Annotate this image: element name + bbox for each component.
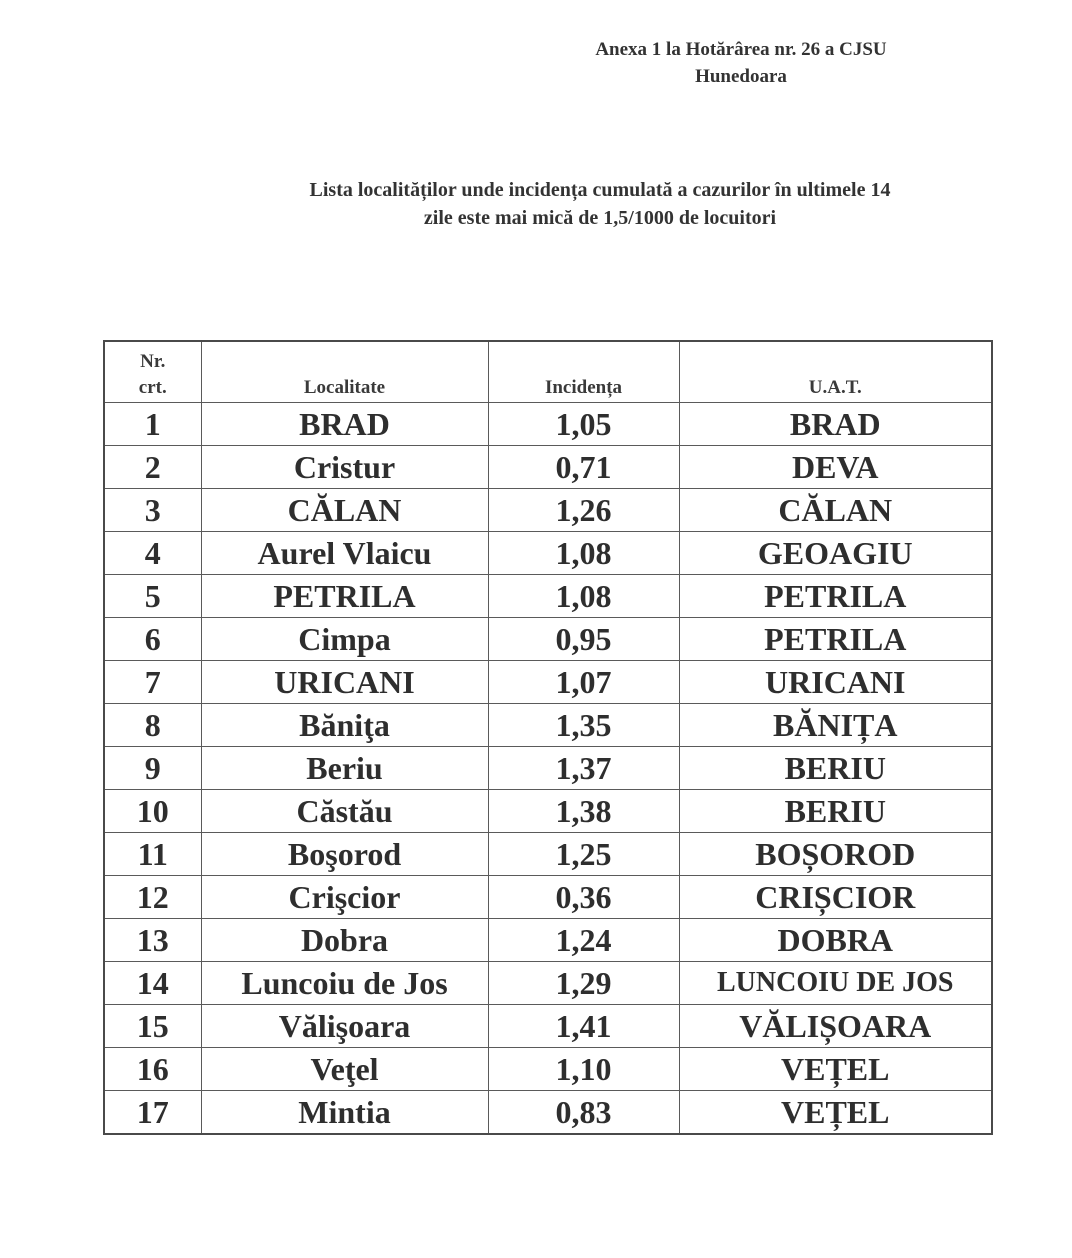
cell-nr: 2: [104, 446, 201, 489]
cell-localitate: Crişcior: [201, 876, 488, 919]
table-row: [104, 704, 992, 747]
table-row: [104, 1048, 992, 1091]
table-body: [104, 403, 992, 1135]
cell-localitate: CĂLAN: [201, 489, 488, 532]
cell-incidenta: 0,71: [488, 446, 679, 489]
cell-uat: GEOAGIU: [679, 532, 992, 575]
title-line-2: zile este mai mică de 1,5/1000 de locuitori: [423, 207, 777, 229]
cell-uat: BRAD: [679, 403, 992, 446]
table-row: [104, 1091, 992, 1135]
cell-incidenta: 1,07: [488, 661, 679, 704]
cell-nr: 6: [104, 618, 201, 661]
cell-localitate: Cristur: [201, 446, 488, 489]
cell-incidenta: 0,83: [488, 1091, 679, 1135]
cell-localitate: Băniţa: [201, 704, 488, 747]
cell-localitate: Beriu: [201, 747, 488, 790]
table-row: [104, 1005, 992, 1048]
table-header-row: [104, 341, 992, 403]
cell-nr: 13: [104, 919, 201, 962]
cell-localitate: Luncoiu de Jos: [201, 962, 488, 1005]
table-row: [104, 833, 992, 876]
cell-uat: PETRILA: [679, 618, 992, 661]
table-row: [104, 661, 992, 704]
table-row: [104, 446, 992, 489]
table-row: [104, 403, 992, 446]
cell-uat: LUNCOIU DE JOS: [679, 962, 992, 1005]
cell-incidenta: 0,36: [488, 876, 679, 919]
cell-nr: 3: [104, 489, 201, 532]
cell-localitate: Veţel: [201, 1048, 488, 1091]
cell-uat: BOȘOROD: [679, 833, 992, 876]
cell-nr: 9: [104, 747, 201, 790]
cell-localitate: URICANI: [201, 661, 488, 704]
cell-nr: 12: [104, 876, 201, 919]
table-row: [104, 876, 992, 919]
cell-uat: PETRILA: [679, 575, 992, 618]
cell-incidenta: 1,05: [488, 403, 679, 446]
cell-incidenta: 0,95: [488, 618, 679, 661]
cell-incidenta: 1,35: [488, 704, 679, 747]
cell-incidenta: 1,41: [488, 1005, 679, 1048]
column-header-uat: U.A.T.: [679, 341, 992, 403]
cell-nr: 4: [104, 532, 201, 575]
table-row: [104, 747, 992, 790]
table-row: [104, 919, 992, 962]
cell-incidenta: 1,38: [488, 790, 679, 833]
table-row: [104, 962, 992, 1005]
cell-uat: URICANI: [679, 661, 992, 704]
document-title: [200, 176, 1000, 232]
cell-nr: 1: [104, 403, 201, 446]
cell-uat: DEVA: [679, 446, 992, 489]
cell-localitate: Vălişoara: [201, 1005, 488, 1048]
annex-line-1: Anexa 1 la Hotărârea nr. 26 a CJSU: [595, 39, 887, 60]
table-row: [104, 532, 992, 575]
table-row: [104, 618, 992, 661]
cell-uat: VEȚEL: [679, 1091, 992, 1135]
cell-incidenta: 1,10: [488, 1048, 679, 1091]
cell-localitate: Căstău: [201, 790, 488, 833]
cell-nr: 7: [104, 661, 201, 704]
cell-uat: BĂNIȚA: [679, 704, 992, 747]
cell-incidenta: 1,29: [488, 962, 679, 1005]
column-header-nr-line-1: Nr.: [140, 351, 166, 372]
cell-localitate: Aurel Vlaicu: [201, 532, 488, 575]
table-row: [104, 790, 992, 833]
localities-table: [103, 340, 993, 1135]
cell-uat: VĂLIȘOARA: [679, 1005, 992, 1048]
cell-incidenta: 1,08: [488, 532, 679, 575]
cell-incidenta: 1,24: [488, 919, 679, 962]
cell-uat: BERIU: [679, 747, 992, 790]
cell-uat: VEȚEL: [679, 1048, 992, 1091]
annex-line-2: Hunedoara: [695, 66, 787, 87]
column-header-localitate: Localitate: [201, 341, 488, 403]
cell-nr: 14: [104, 962, 201, 1005]
cell-incidenta: 1,37: [488, 747, 679, 790]
cell-incidenta: 1,08: [488, 575, 679, 618]
annex-reference: [540, 36, 942, 90]
cell-localitate: BRAD: [201, 403, 488, 446]
title-line-1: Lista localităților unde incidența cumulată a cazurilor în ultimele 14: [309, 179, 891, 201]
cell-uat: BERIU: [679, 790, 992, 833]
cell-localitate: PETRILA: [201, 575, 488, 618]
table-row: [104, 575, 992, 618]
cell-nr: 11: [104, 833, 201, 876]
cell-incidenta: 1,25: [488, 833, 679, 876]
column-header-nr-line-2: crt.: [138, 377, 167, 398]
cell-nr: 15: [104, 1005, 201, 1048]
cell-nr: 10: [104, 790, 201, 833]
cell-nr: 8: [104, 704, 201, 747]
cell-incidenta: 1,26: [488, 489, 679, 532]
table-row: [104, 489, 992, 532]
cell-localitate: Cimpa: [201, 618, 488, 661]
cell-nr: 5: [104, 575, 201, 618]
cell-localitate: Mintia: [201, 1091, 488, 1135]
cell-nr: 17: [104, 1091, 201, 1135]
cell-uat: CĂLAN: [679, 489, 992, 532]
cell-uat: DOBRA: [679, 919, 992, 962]
column-header-nr: [104, 341, 201, 403]
cell-uat: CRIȘCIOR: [679, 876, 992, 919]
column-header-incidenta: Incidența: [488, 341, 679, 403]
cell-localitate: Boşorod: [201, 833, 488, 876]
cell-localitate: Dobra: [201, 919, 488, 962]
cell-nr: 16: [104, 1048, 201, 1091]
